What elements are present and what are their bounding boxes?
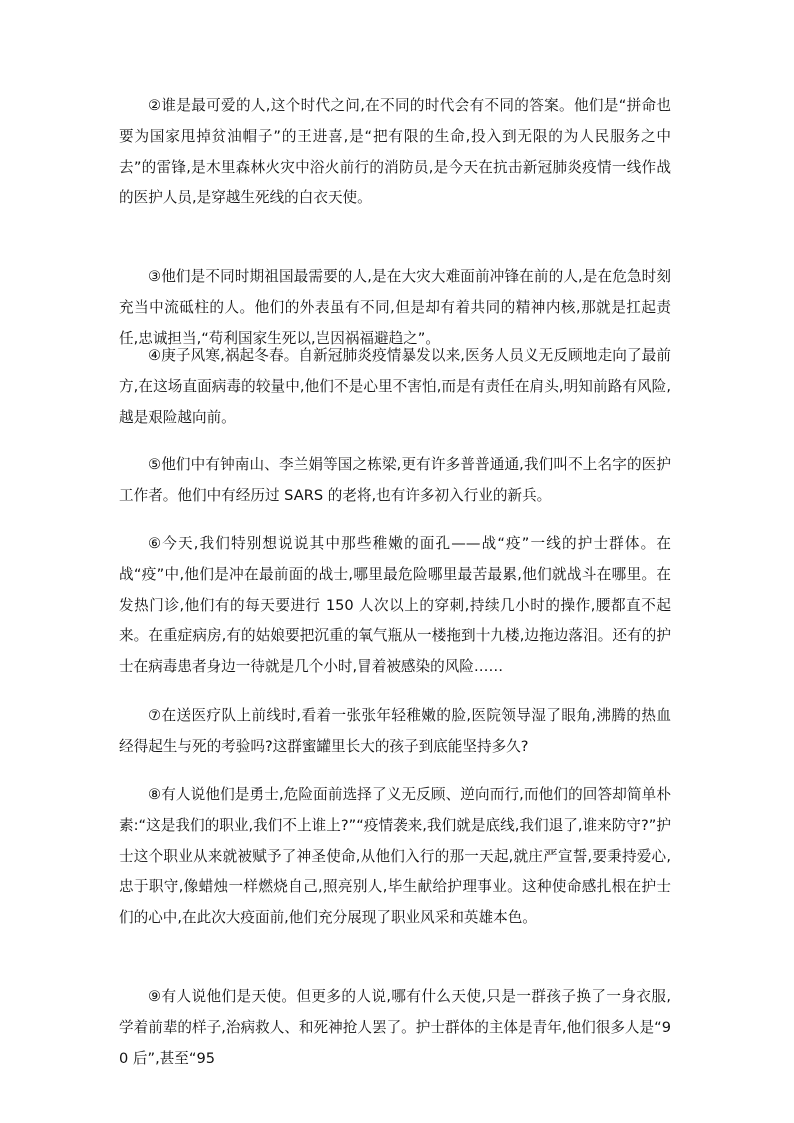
paragraph-9: ⑨有人说他们是天使。但更多的人说,哪有什么天使,只是一群孩子换了一身衣服,学着前辈的样子,治病救人、和死神抢人罢了。护士群体的主体是青年,他们很多人是“90 后”,甚至“95 (119, 988, 671, 1067)
paragraph-4: ④庚子风寒,祸起冬春。自新冠肺炎疫情暴发以来,医务人员义无反顾地走向了最前方,在这场直面病毒的较量中,他们不是心里不害怕,而是有责任在肩头,明知前路有风险,越是艰险越向前。 (119, 347, 671, 426)
paragraph-6: ⑥今天,我们特别想说说其中那些稚嫩的面孔——战“疫”一线的护士群体。在战“疫”中,他们是冲在最前面的战士,哪里最危险哪里最苦最累,他们就战斗在哪里。在发热门诊,他们有的每天要进行 150 人次以上的穿刺,持续几小时的操作,腰都直不起来。在重症病房,有的姑娘要把沉重的氧气瓶从一楼拖到十九楼,边拖边落泪。还有的护士在病毒患者身边一待就是几个小时,冒着被感染的风险…… (119, 535, 671, 676)
paragraph-5: ⑤他们中有钟南山、李兰娟等国之栋梁,更有许多普普通通,我们叫不上名字的医护工作者。他们中有经历过 SARS 的老将,也有许多初入行业的新兵。 (119, 456, 671, 504)
paragraph-7: ⑦在送医疗队上前线时,看着一张张年轻稚嫩的脸,医院领导湿了眼角,沸腾的热血经得起生与死的考验吗?这群蜜罐里长大的孩子到底能坚持多久? (119, 707, 671, 755)
paragraph-3: ③他们是不同时期祖国最需要的人,是在大灾大难面前冲锋在前的人,是在危急时刻充当中流砥柱的人。他们的外表虽有不同,但是却有着共同的精神内核,那就是扛起责任,忠诚担当,“苟利国家生死以,岂因祸福避趋之”。 (119, 268, 671, 347)
paragraph-2: ②谁是最可爱的人,这个时代之问,在不同的时代会有不同的答案。他们是“拼命也要为国家甩掉贫油帽子”的王进喜,是“把有限的生命,投入到无限的为人民服务之中去”的雷锋,是木里森林火灾中浴火前行的消防员,是今天在抗击新冠肺炎疫情一线作战的医护人员,是穿越生死线的白衣天使。 (119, 97, 671, 207)
paragraph-8: ⑧有人说他们是勇士,危险面前选择了义无反顾、逆向而行,而他们的回答却简单朴素:“这是我们的职业,我们不上谁上?”“疫情袭来,我们就是底线,我们退了,谁来防守?”护士这个职业从来就被赋予了神圣使命,从他们入行的那一天起,就庄严宣誓,要秉持爱心,忠于职守,像蜡烛一样燃烧自己,照亮别人,毕生献给护理事业。这种使命感扎根在护士们的心中,在此次大疫面前,他们充分展现了职业风采和英雄本色。 (119, 786, 671, 927)
